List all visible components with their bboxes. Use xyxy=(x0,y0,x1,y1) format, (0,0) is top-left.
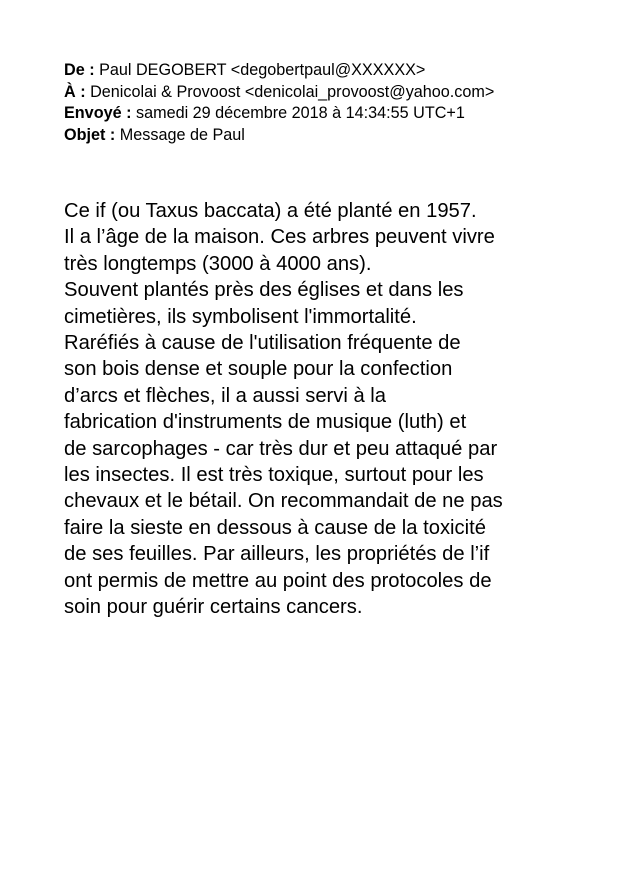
to-line xyxy=(64,82,494,104)
email-header xyxy=(64,60,494,146)
body-line: soin pour guérir certains cancers. xyxy=(64,596,363,619)
from-line xyxy=(64,60,494,82)
body-line: de ses feuilles. Par ailleurs, les propriétés de l’if xyxy=(64,543,490,566)
body-line: faire la sieste en dessous à cause de la toxicité xyxy=(64,516,486,539)
sent-label: Envoyé : xyxy=(64,104,132,122)
to-value: Denicolai & Provoost <denicolai_provoost@yahoo.com> xyxy=(90,82,495,101)
sent-line xyxy=(64,103,494,125)
body-line: Raréfiés à cause de l'utilisation fréquente de xyxy=(64,332,461,355)
to-label: À : xyxy=(64,82,86,101)
body-line: son bois dense et souple pour la confection xyxy=(64,358,453,381)
body-line: ont permis de mettre au point des protocoles de xyxy=(64,569,492,592)
subject-value: Message de Paul xyxy=(119,125,245,144)
body-line: chevaux et le bétail. On recommandait de ne pas xyxy=(64,490,503,513)
body-line: de sarcophages - car très dur et peu attaqué par xyxy=(64,437,498,460)
message-body xyxy=(64,198,584,621)
body-line: d’arcs et flèches, il a aussi servi à la xyxy=(64,384,387,407)
body-line: Souvent plantés près des églises et dans les xyxy=(64,279,464,302)
body-line: fabrication d'instruments de musique (luth) et xyxy=(64,411,467,434)
body-line: cimetières, ils symbolisent l'immortalité. xyxy=(64,305,417,328)
body-line: Ce if (ou Taxus baccata) a été planté en 1957. xyxy=(64,200,477,222)
body-line: très longtemps (3000 à 4000 ans). xyxy=(64,252,372,275)
body-line: Il a l’âge de la maison. Ces arbres peuvent vivre xyxy=(64,226,495,249)
sent-value: samedi 29 décembre 2018 à 14:34:55 UTC+1 xyxy=(135,104,465,122)
from-label: De : xyxy=(64,61,95,79)
subject-label: Objet : xyxy=(64,125,116,144)
from-value: Paul DEGOBERT <degobertpaul@XXXXXX> xyxy=(99,61,426,79)
subject-line xyxy=(64,125,494,147)
body-line: les insectes. Il est très toxique, surtout pour les xyxy=(64,464,484,487)
